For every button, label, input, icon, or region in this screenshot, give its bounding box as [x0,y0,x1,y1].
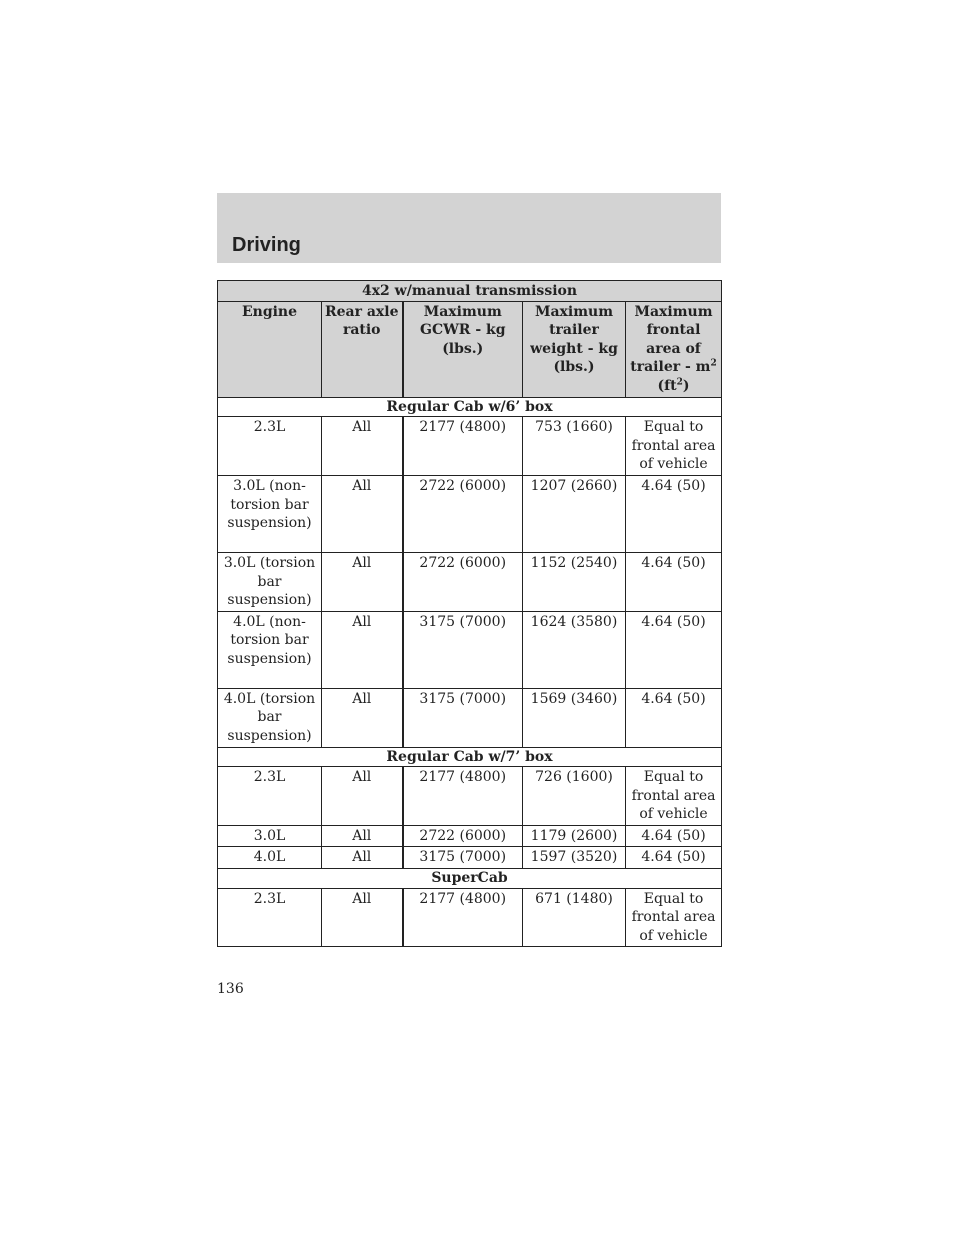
cell-engine: 4.0L (torsion bar suspension) [218,688,322,747]
cell-engine: 3.0L (non-torsion bar suspension) [218,475,322,552]
cell-frontal-area: 4.64 (50) [626,475,722,552]
cell-trailer-weight: 753 (1660) [523,417,626,476]
table-title: 4x2 w/manual transmission [218,281,722,302]
table-row [218,688,722,747]
cell-trailer-weight: 1624 (3580) [523,611,626,688]
cell-axle-ratio: All [322,767,403,826]
towing-table [217,280,722,947]
cell-gcwr: 2722 (6000) [403,552,523,611]
section-row-regular-cab-6ft: Regular Cab w/6’ box [218,397,722,417]
table-row [218,847,722,869]
cell-gcwr: 2722 (6000) [403,475,523,552]
cell-frontal-area: 4.64 (50) [626,847,722,869]
cell-frontal-area: Equal to frontal area of vehicle [626,888,722,947]
column-header-axle-ratio: Rear axle ratio [322,301,403,397]
cell-engine: 3.0L (torsion bar suspension) [218,552,322,611]
cell-engine: 4.0L [218,847,322,869]
cell-trailer-weight: 1597 (3520) [523,847,626,869]
cell-frontal-area: Equal to frontal area of vehicle [626,767,722,826]
cell-gcwr: 3175 (7000) [403,847,523,869]
cell-axle-ratio: All [322,888,403,947]
cell-gcwr: 2177 (4800) [403,417,523,476]
cell-gcwr: 2177 (4800) [403,767,523,826]
column-header-frontal-area: Maximum frontal area of trailer - $m^2$ $(ft^2)$ [626,301,722,397]
cell-axle-ratio: All [322,475,403,552]
table-row [218,552,722,611]
cell-trailer-weight: 1207 (2660) [523,475,626,552]
section-title: Driving [232,234,301,256]
table-row [218,417,722,476]
cell-axle-ratio: All [322,847,403,869]
cell-trailer-weight: 1179 (2600) [523,825,626,847]
cell-engine: 2.3L [218,767,322,826]
table-row [218,475,722,552]
cell-frontal-area: 4.64 (50) [626,825,722,847]
cell-axle-ratio: All [322,825,403,847]
column-header-gcwr: Maximum GCWR - kg (lbs.) [403,301,523,397]
cell-frontal-area: 4.64 (50) [626,552,722,611]
cell-trailer-weight: 726 (1600) [523,767,626,826]
cell-frontal-area: 4.64 (50) [626,611,722,688]
table-row [218,825,722,847]
table-row [218,767,722,826]
cell-axle-ratio: All [322,417,403,476]
section-header-band [217,193,721,263]
column-header-engine: Engine [218,301,322,397]
cell-trailer-weight: 671 (1480) [523,888,626,947]
column-header-trailer-weight: Maximum trailer weight - kg (lbs.) [523,301,626,397]
cell-gcwr: 2722 (6000) [403,825,523,847]
cell-engine: 2.3L [218,888,322,947]
cell-gcwr: 3175 (7000) [403,611,523,688]
cell-axle-ratio: All [322,688,403,747]
cell-engine: 4.0L (non-torsion bar suspension) [218,611,322,688]
cell-engine: 3.0L [218,825,322,847]
section-row-regular-cab-7ft: Regular Cab w/7’ box [218,747,722,767]
cell-gcwr: 2177 (4800) [403,888,523,947]
cell-frontal-area: Equal to frontal area of vehicle [626,417,722,476]
cell-frontal-area: 4.64 (50) [626,688,722,747]
cell-trailer-weight: 1152 (2540) [523,552,626,611]
cell-trailer-weight: 1569 (3460) [523,688,626,747]
cell-axle-ratio: All [322,611,403,688]
section-row-supercab: SuperCab [218,869,722,889]
table-row [218,888,722,947]
table-row [218,611,722,688]
cell-gcwr: 3175 (7000) [403,688,523,747]
cell-engine: 2.3L [218,417,322,476]
page-number: 136 [217,981,244,997]
cell-axle-ratio: All [322,552,403,611]
